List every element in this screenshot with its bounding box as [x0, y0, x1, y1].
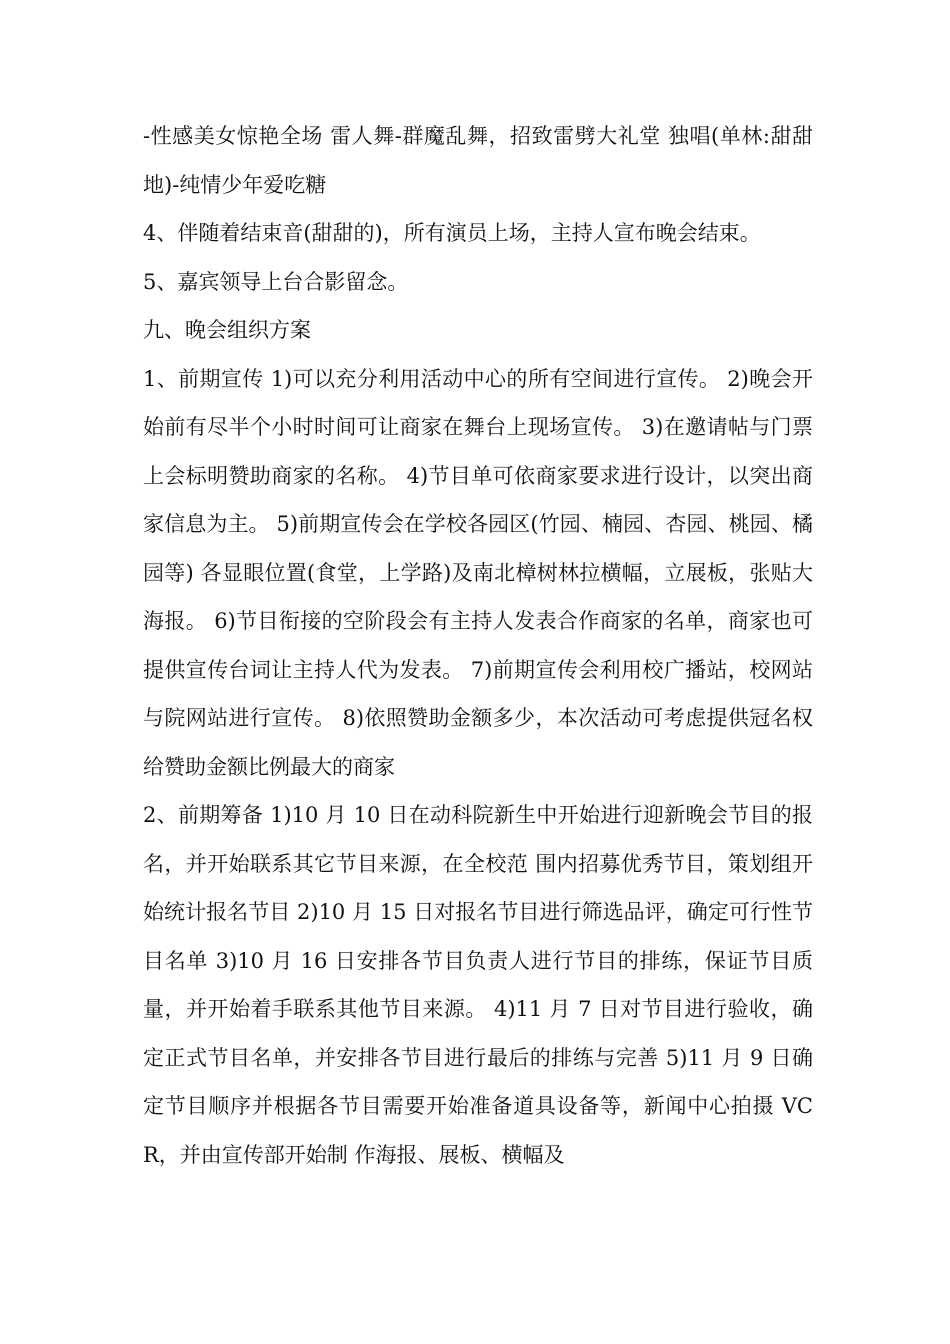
paragraph-group-photo: 5、嘉宾领导上台合影留念。 [143, 269, 409, 294]
paragraph-early-preparation: 2、前期筹备 1)10 月 10 日在动科院新生中开始进行迎新晚会节目的报名，并开始联系其它节目来源，在全校范 围内招募优秀节目，策划组开始统计报名节目 2)10 月 15 日对报名节目进行筛选品评，确定可行性节目名单 3)10 月 16 日安排各节目负责人进行节目的排练，保证节目质量，并开始着手联系其他节目来源。 4)11 月 7 日对节目进行验收，确定正式节目名单，并安排各节目进行最后的排练与完善 5)11 月 9 日确定节目顺序并根据各节目需要开始准备道具设备等，新闻中心拍摄 VCR，并由宣传部开始制 作海报、展板、横幅及 [143, 803, 813, 1167]
paragraph-program-list: -性感美女惊艳全场 雷人舞-群魔乱舞，招致雷劈大礼堂 独唱(单林:甜甜地)-纯情少年爱吃糖 [143, 124, 813, 197]
paragraph-early-publicity: 1、前期宣传 1)可以充分利用活动中心的所有空间进行宣传。 2)晚会开始前有尽半个小时时间可让商家在舞台上现场宣传。 3)在邀请帖与门票上会标明赞助商家的名称。 4)节目单可依商家要求进行设计，以突出商家信息为主。 5)前期宣传会在学校各园区(竹园、楠园、杏园、桃园、橘园等) 各显眼位置(食堂，上学路)及南北樟树林拉横幅，立展板，张贴大海报。 6)节目衔接的空阶段会有主持人发表合作商家的名单，商家也可 提供宣传台词让主持人代为发表。 7)前期宣传会利用校广播站，校网站与院网站进行宣传。 8)依照赞助金额多少，本次活动可考虑提供冠名权给赞助金额比例最大的商家 [143, 366, 813, 779]
paragraph-closing-announcement: 4、伴随着结束音(甜甜的)，所有演员上场，主持人宣布晚会结束。 [143, 221, 761, 245]
document-body [143, 112, 813, 1179]
section-heading-organization-plan: 九、晚会组织方案 [143, 318, 311, 342]
